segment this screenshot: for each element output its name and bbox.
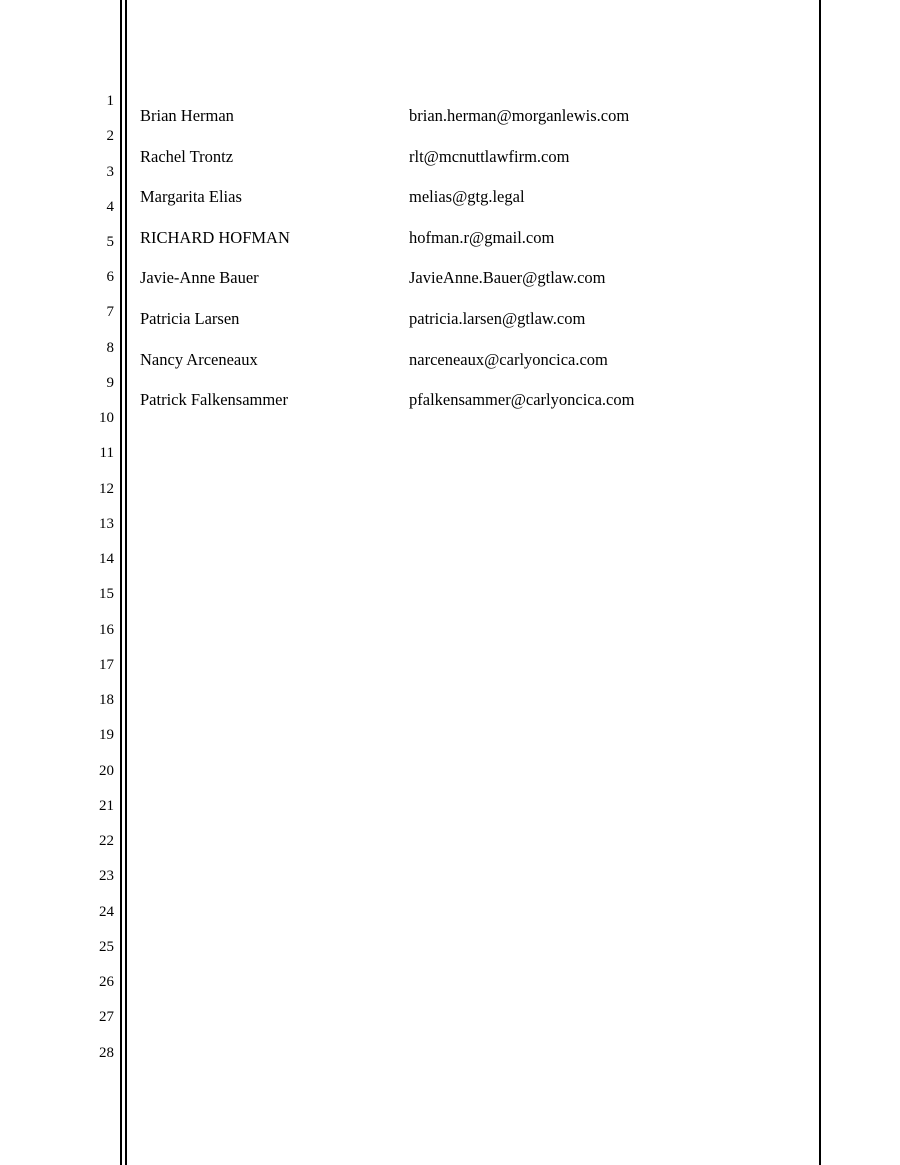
recipient-name: Patrick Falkensammer [140,390,289,410]
line-number: 21 [99,798,114,814]
recipient-email: hofman.r@gmail.com [409,227,555,247]
service-list-row [140,390,800,431]
left-margin-rule-inner [125,0,127,1165]
service-list-row [140,187,800,228]
recipient-name: Rachel Trontz [140,146,234,166]
recipient-email: brian.herman@morganlewis.com [409,106,630,125]
line-number: 1 [106,93,114,109]
line-number: 28 [99,1045,114,1061]
line-number: 24 [99,904,114,920]
service-list-row [140,228,800,269]
line-number-column [86,0,114,1165]
line-number: 23 [99,868,114,884]
recipient-email: narceneaux@carlyoncica.com [409,349,608,369]
recipient-name: Javie-Anne Bauer [140,268,259,288]
line-number: 19 [99,727,114,743]
line-number: 15 [99,586,114,602]
recipient-email: pfalkensammer@carlyoncica.com [409,390,635,410]
recipient-name: Patricia Larsen [140,308,240,328]
line-number: 3 [106,164,114,180]
recipient-name: Margarita Elias [140,187,242,207]
line-number: 8 [106,340,114,356]
recipient-name: RICHARD HOFMAN [140,227,290,247]
line-number: 17 [99,657,114,673]
recipient-name: Nancy Arceneaux [140,349,258,369]
service-list-row [140,147,800,188]
line-number: 20 [99,763,114,779]
line-number: 6 [106,269,114,285]
service-list [140,106,800,431]
right-margin-rule [819,0,821,1165]
service-list-row [140,309,800,350]
line-number: 2 [106,128,114,144]
recipient-email: rlt@mcnuttlawfirm.com [409,146,570,166]
service-list-row [140,268,800,309]
line-number: 22 [99,833,114,849]
line-number: 13 [99,516,114,532]
line-number: 16 [99,622,114,638]
left-margin-rule-outer [120,0,122,1165]
service-list-row [140,106,800,147]
recipient-name: Brian Herman [140,106,234,125]
line-number: 5 [106,234,114,250]
line-number: 9 [106,375,114,391]
service-list-row [140,350,800,391]
line-number: 27 [99,1009,114,1025]
line-number: 14 [99,551,114,567]
recipient-email: melias@gtg.legal [409,187,525,207]
recipient-email: JavieAnne.Bauer@gtlaw.com [409,268,606,288]
recipient-email: patricia.larsen@gtlaw.com [409,308,586,328]
line-number: 26 [99,974,114,990]
line-number: 18 [99,692,114,708]
line-number: 12 [99,481,114,497]
line-number: 7 [106,304,114,320]
line-number: 11 [99,445,114,461]
line-number: 10 [99,410,114,426]
line-number: 25 [99,939,114,955]
line-number: 4 [106,199,114,215]
